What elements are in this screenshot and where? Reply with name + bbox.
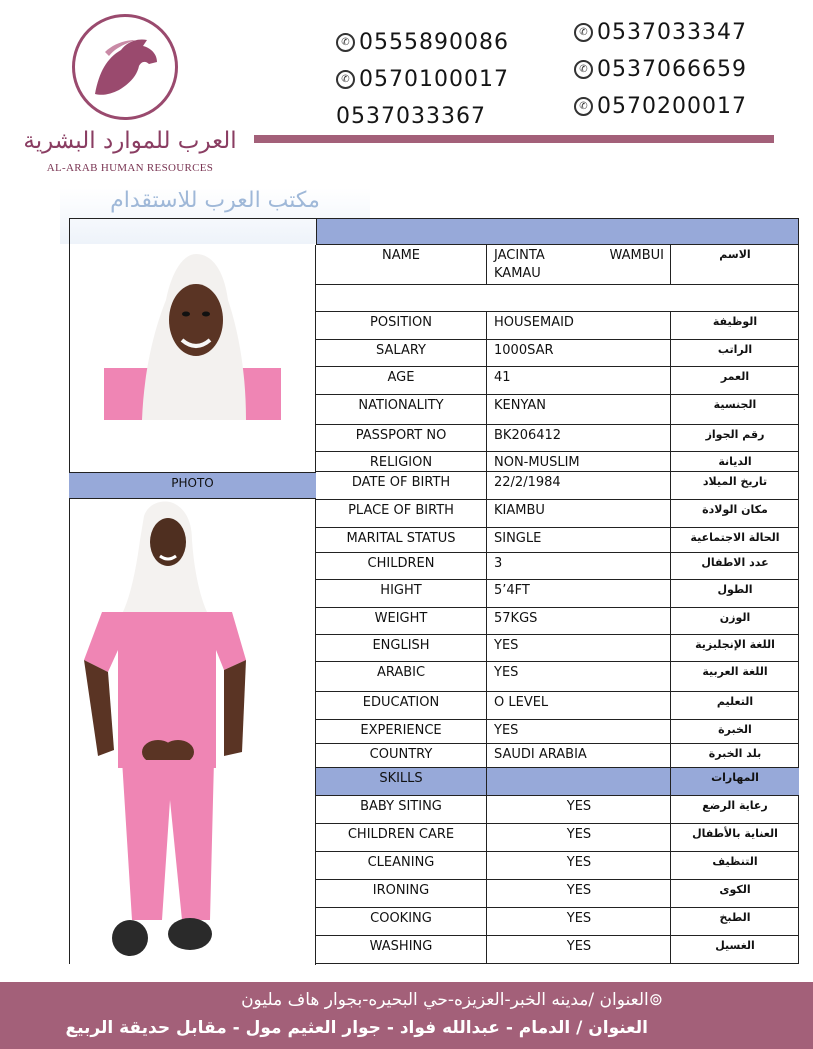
row-value: YES	[487, 720, 671, 743]
photo-label: PHOTO	[69, 472, 316, 499]
row-label-ar: رعاية الرضع	[702, 799, 768, 812]
row-value: SAUDI ARABIA	[487, 744, 671, 767]
table-row	[316, 635, 799, 662]
office-watermark: مكتب العرب للاستقدام	[60, 188, 370, 244]
table-row	[316, 608, 799, 635]
table-row	[316, 908, 799, 936]
row-label-ar: العناية بالأطفال	[692, 827, 778, 840]
row-label-en: MARITAL STATUS	[316, 528, 487, 552]
row-value: NON-MUSLIM	[487, 452, 671, 471]
portrait-photo	[104, 250, 281, 420]
row-label-ar: الديانة	[718, 455, 752, 468]
phone-entry: ✆ 0555890086	[336, 24, 509, 61]
row-value: 22/2/1984	[487, 472, 671, 499]
location-pin-icon: ⊚	[648, 990, 663, 1010]
row-value: 57KGS	[487, 608, 671, 634]
row-label-ar: الطول	[717, 583, 753, 596]
row-value: KIAMBU	[487, 500, 671, 527]
row-label-en: DATE OF BIRTH	[316, 472, 487, 499]
row-label-en: BABY SITING	[316, 796, 487, 823]
row-label-ar: العمر	[720, 370, 750, 383]
table-row	[316, 662, 799, 692]
address-line-1: ⊚العنوان /مدينه الخبر-العزيزه-حي البحيره-بجوار هاف مليون	[241, 990, 663, 1010]
full-body-photo	[74, 500, 258, 962]
table-row	[316, 824, 799, 852]
table-row	[316, 796, 799, 824]
row-value: YES	[487, 936, 671, 963]
table-row	[316, 720, 799, 744]
row-label-en: IRONING	[316, 880, 487, 907]
row-label-ar: الوزن	[719, 611, 751, 624]
row-label-en: RELIGION	[316, 452, 487, 471]
row-label-en: ENGLISH	[316, 635, 487, 661]
table-row	[316, 553, 799, 580]
table-row	[316, 528, 799, 553]
row-value: YES	[487, 662, 671, 691]
row-label-ar: الخبرة	[718, 723, 752, 736]
row-label-ar: الاسم	[719, 248, 751, 261]
table-row	[316, 692, 799, 720]
row-label-en: CHILDREN	[316, 553, 487, 579]
row-label-en: POSITION	[316, 312, 487, 339]
row-label-en: NAME	[316, 245, 487, 284]
row-label-ar: بلد الخبرة	[708, 747, 762, 760]
row-label-ar: الكوى	[719, 883, 751, 896]
row-value: HOUSEMAID	[487, 312, 671, 339]
row-value: YES	[487, 852, 671, 879]
phone-icon: ✆	[574, 97, 593, 116]
phone-icon: ✆	[336, 70, 355, 89]
phone-entry: 0537033367	[336, 104, 486, 129]
row-label-ar: اللغة العربية	[702, 665, 768, 678]
row-value: KENYAN	[487, 395, 671, 424]
table-row	[316, 880, 799, 908]
phone-icon: ✆	[574, 23, 593, 42]
row-label-en: HIGHT	[316, 580, 487, 607]
phone-list-right	[574, 14, 747, 125]
row-label-ar: الغسيل	[715, 939, 755, 952]
address-line-2: العنوان / الدمام - عبدالله فواد - جوار العثيم مول - مقابل حديقة الربيع	[65, 1018, 648, 1038]
phone-entry: ✆ 0537033347	[574, 14, 747, 51]
row-label-ar: اللغة الإنجليزية	[695, 638, 775, 651]
row-label-ar: التعليم	[716, 695, 754, 708]
row-value: YES	[487, 880, 671, 907]
row-label-en: ARABIC	[316, 662, 487, 691]
logo	[72, 14, 178, 120]
phone-entry: ✆ 0570100017	[336, 61, 509, 98]
row-value	[487, 768, 671, 795]
table-row	[316, 936, 799, 964]
row-value: 41	[487, 367, 671, 394]
row-label-ar: الجنسية	[713, 398, 757, 411]
row-value: O LEVEL	[487, 692, 671, 719]
table-row	[316, 472, 799, 500]
row-value: 1000SAR	[487, 340, 671, 366]
table-row	[316, 367, 799, 395]
row-label-en: PASSPORT NO	[316, 425, 487, 451]
row-value: SINGLE	[487, 528, 671, 552]
row-label-en: COUNTRY	[316, 744, 487, 767]
row-value: YES	[487, 635, 671, 661]
row-label-en: SKILLS	[316, 768, 487, 795]
phone-list-left	[336, 24, 509, 135]
row-label-ar: الحالة الاجتماعية	[690, 531, 780, 544]
table-row	[316, 452, 799, 472]
table-row-spacer	[316, 285, 799, 312]
row-label-en: PLACE OF BIRTH	[316, 500, 487, 527]
horse-head-icon	[85, 32, 165, 102]
row-label-en: EDUCATION	[316, 692, 487, 719]
table-row	[316, 580, 799, 608]
row-label-ar: الوظيفة	[712, 315, 758, 328]
table-row	[316, 312, 799, 340]
row-label-en: WASHING	[316, 936, 487, 963]
phone-icon: ✆	[336, 33, 355, 52]
row-label-en: CLEANING	[316, 852, 487, 879]
row-label-ar: الراتب	[717, 343, 753, 356]
row-label-ar: المهارات	[711, 771, 759, 784]
phone-icon: ✆	[574, 60, 593, 79]
row-label-ar: رقم الجواز	[705, 428, 765, 441]
table-row	[316, 245, 799, 285]
table-row	[316, 340, 799, 367]
table-row	[316, 744, 799, 768]
table-row	[316, 500, 799, 528]
row-value: YES	[487, 824, 671, 851]
phone-entry: ✆ 0537066659	[574, 51, 747, 88]
header-divider	[254, 135, 774, 143]
row-value: YES	[487, 908, 671, 935]
table-header-band	[316, 218, 799, 245]
row-value: BK206412	[487, 425, 671, 451]
row-value: 3	[487, 553, 671, 579]
table-row	[316, 852, 799, 880]
table-row	[316, 395, 799, 425]
row-label-en: CHILDREN CARE	[316, 824, 487, 851]
row-value: JACINTA WAMBUI KAMAU	[487, 245, 671, 284]
table-row	[316, 768, 799, 796]
row-label-ar: الطبخ	[719, 911, 751, 924]
row-label-ar: تاريخ الميلاد	[702, 475, 768, 488]
row-value: 5’4FT	[487, 580, 671, 607]
row-value: YES	[487, 796, 671, 823]
row-label-en: COOKING	[316, 908, 487, 935]
row-label-en: AGE	[316, 367, 487, 394]
row-label-en: NATIONALITY	[316, 395, 487, 424]
row-label-ar: التنظيف	[712, 855, 758, 868]
brand-name-arabic: العرب للموارد البشرية	[23, 128, 237, 154]
row-label-en: EXPERIENCE	[316, 720, 487, 743]
brand-name-english: AL-ARAB HUMAN RESOURCES	[46, 162, 214, 174]
row-label-ar: عدد الاطفال	[701, 556, 769, 569]
row-label-ar: مكان الولادة	[702, 503, 768, 516]
row-label-en: WEIGHT	[316, 608, 487, 634]
footer	[0, 982, 813, 1049]
row-label-en: SALARY	[316, 340, 487, 366]
table-row	[316, 425, 799, 452]
phone-entry: ✆ 0570200017	[574, 88, 747, 125]
